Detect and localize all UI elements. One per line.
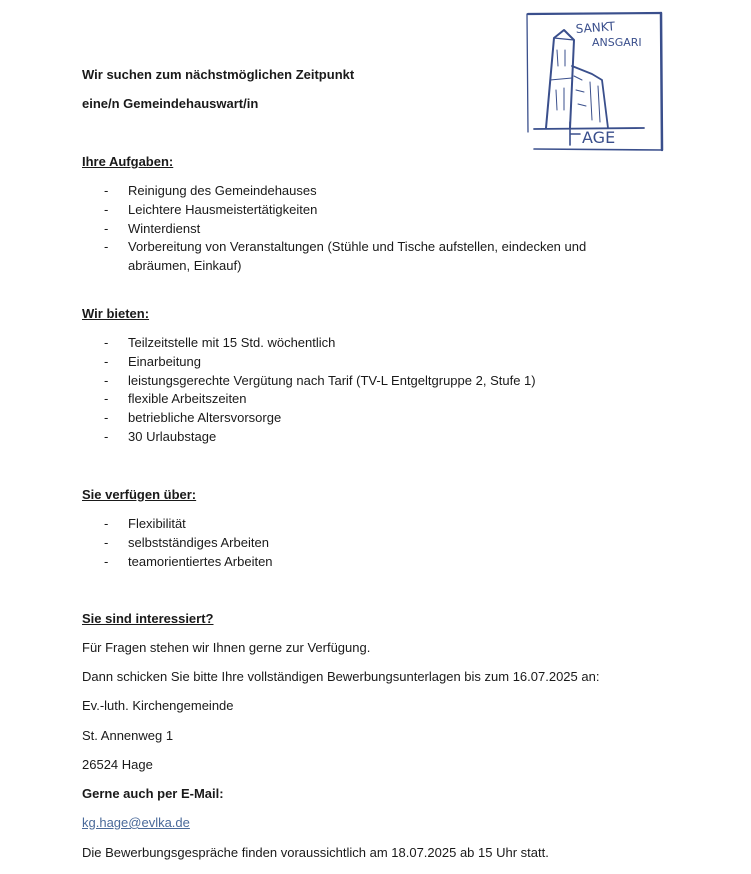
fragen-text: Für Fragen stehen wir Ihnen gerne zur Verfügung. [82,640,371,655]
list-item-text: Flexibilität [128,516,186,531]
bullet: - [104,428,109,444]
address-name: Ev.-luth. Kirchengemeinde [82,698,234,713]
address-city: 26524 Hage [82,757,153,772]
email-link-container [82,815,190,831]
list-item-text: flexible Arbeitszeiten [128,391,247,407]
bullet: - [104,534,109,550]
list-item [104,428,536,447]
list-item [104,534,273,553]
list-item [104,515,273,534]
job-title: eine/n Gemeindehauswart/in [82,96,259,111]
verfuegen-list [104,515,273,571]
bewerbung-text: Dann schicken Sie bitte Ihre vollständigen Bewerbungsunterlagen bis zum 16.07.2025 an: [82,669,600,684]
bullet: - [104,239,109,255]
church-logo-icon [524,10,664,153]
list-item [104,372,536,391]
bullet: - [104,372,109,388]
list-item [104,553,273,572]
email-heading: Gerne auch per E-Mail: [82,786,224,801]
bieten-list [104,334,536,447]
list-item-text: 30 Urlaubstage [128,428,217,444]
list-item-continuation [104,257,586,276]
email-link[interactable]: kg.hage@evlka.de [82,815,190,830]
section-heading-kontakt: Sie sind interessiert? [82,611,214,626]
bullet: - [104,183,109,198]
logo-text-sankt: SANKT [575,19,616,36]
list-item-text: Reinigung des Gemeindehauses [128,183,317,198]
list-item [104,353,536,372]
logo-text-ansgari: ANSGARI [592,36,642,49]
gespraeche-text: Die Bewerbungsgespräche finden voraussichtlich am 18.07.2025 ab 15 Uhr statt. [82,845,549,860]
logo-text-age: AGE [582,128,616,147]
list-item-text: Einarbeitung [128,353,201,369]
list-item-text: abräumen, Einkauf) [128,258,242,274]
section-heading-verfuegen: Sie verfügen über: [82,487,197,502]
list-item [104,201,586,220]
bullet: - [104,220,109,236]
list-item-text: teamorientiertes Arbeiten [128,553,273,569]
church-logo [524,10,664,153]
list-item-text: betriebliche Altersvorsorge [128,410,282,426]
list-item-text: Winterdienst [128,220,201,236]
bullet: - [104,410,109,426]
list-item [104,390,536,409]
list-item [104,182,586,201]
address-street: St. Annenweg 1 [82,728,174,743]
list-item-text: Leichtere Hausmeistertätigkeiten [128,201,318,217]
list-item [104,220,586,239]
aufgaben-list [104,182,586,276]
header-line-1: Wir suchen zum nächstmöglichen Zeitpunkt [82,67,355,82]
list-item [104,334,536,353]
list-item-text: leistungsgerechte Vergütung nach Tarif (TV-L Entgeltgruppe 2, Stufe 1) [128,372,536,388]
section-heading-aufgaben: Ihre Aufgaben: [82,154,174,169]
list-item-text: selbstständiges Arbeiten [128,534,269,550]
bullet: - [104,201,109,217]
section-heading-bieten: Wir bieten: [82,306,150,321]
list-item [104,238,586,257]
list-item-text: Vorbereitung von Veranstaltungen (Stühle und Tische aufstellen, eindecken und [128,239,587,255]
bullet: - [104,516,109,531]
bullet: - [104,553,109,569]
bullet: - [104,353,109,369]
list-item-text: Teilzeitstelle mit 15 Std. wöchentlich [128,335,336,350]
list-item [104,409,536,428]
bullet: - [104,335,109,350]
bullet: - [104,391,109,407]
